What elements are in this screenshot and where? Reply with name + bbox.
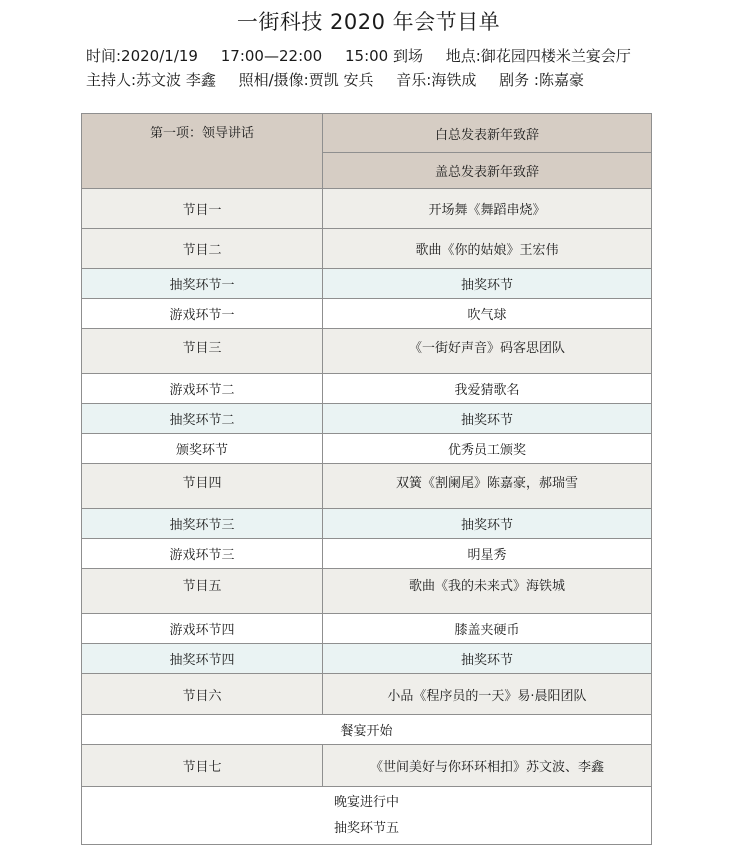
table-row [82,464,652,509]
table-row [82,787,652,845]
row-content: 抽奖环节 [323,269,652,299]
banquet-start: 餐宴开始 [82,715,652,745]
row-content: 《世间美好与你环环相扣》苏文波、李鑫 [323,745,652,787]
row-label: 颁奖环节 [82,434,323,464]
row-label: 节目五 [82,569,323,614]
row-label: 节目四 [82,464,323,509]
table-row [82,715,652,745]
table-row [82,404,652,434]
row-label: 游戏环节一 [82,299,323,329]
event-info-line-2 [86,69,602,90]
row-content: 抽奖环节 [323,644,652,674]
row-content: 吹气球 [323,299,652,329]
row-content: 抽奖环节 [323,404,652,434]
row-content: 我爱猜歌名 [323,374,652,404]
table-row [82,614,652,644]
event-date: 时间:2020/1/19 [86,47,198,65]
row-content: 《一街好声音》码客思团队 [323,329,652,374]
banquet-ongoing: 晚宴进行中 [333,795,399,810]
speech-white-cell: 白总发表新年致辞 [323,114,652,153]
lottery-five: 抽奖环节五 [333,821,399,836]
row-label: 节目七 [82,745,323,787]
row-label: 节目三 [82,329,323,374]
table-row [82,189,652,229]
event-location: 地点:御花园四楼米兰宴会厅 [445,47,631,65]
row-label: 抽奖环节二 [82,404,323,434]
final-section [82,787,652,845]
row-label: 节目一 [82,189,323,229]
row-label: 抽奖环节四 [82,644,323,674]
program-table [81,113,652,845]
table-row [82,299,652,329]
row-content: 抽奖环节 [323,509,652,539]
table-row [82,329,652,374]
hosts: 主持人:苏文波 李鑫 [86,71,216,89]
leader-speech-cell: 第一项：领导讲话 [82,114,323,189]
table-row [82,569,652,614]
table-row [82,374,652,404]
event-info-line-1 [86,45,649,66]
table-row [82,644,652,674]
row-content: 开场舞《舞蹈串烧》 [323,189,652,229]
row-label: 节目二 [82,229,323,269]
photographers: 照相/摄像:贾凯 安兵 [238,71,374,89]
table-row [82,674,652,715]
arrival-time: 15:00 到场 [345,47,423,65]
row-label: 游戏环节二 [82,374,323,404]
table-row [82,745,652,787]
row-label: 抽奖环节一 [82,269,323,299]
row-label: 节目六 [82,674,323,715]
table-row [82,539,652,569]
row-content: 小品《程序员的一天》易·晨阳团队 [323,674,652,715]
row-label: 抽奖环节三 [82,509,323,539]
page-title: 一街科技 2020 年会节目单 [236,10,501,34]
row-content: 明星秀 [323,539,652,569]
music: 音乐:海铁成 [396,71,477,89]
row-label: 游戏环节三 [82,539,323,569]
speech-gai-cell: 盖总发表新年致辞 [323,153,652,189]
row-content: 膝盖夹硬币 [323,614,652,644]
row-label: 游戏环节四 [82,614,323,644]
stage-crew: 剧务 :陈嘉豪 [499,71,584,89]
row-content: 双簧《割阑尾》陈嘉豪，郝瑞雪 [323,464,652,509]
event-time: 17:00—22:00 [220,47,323,65]
table-row [82,229,652,269]
row-content: 歌曲《我的未来式》海铁城 [323,569,652,614]
row-content: 优秀员工颁奖 [323,434,652,464]
row-content: 歌曲《你的姑娘》王宏伟 [323,229,652,269]
table-row [82,269,652,299]
table-row [82,434,652,464]
table-row [82,509,652,539]
